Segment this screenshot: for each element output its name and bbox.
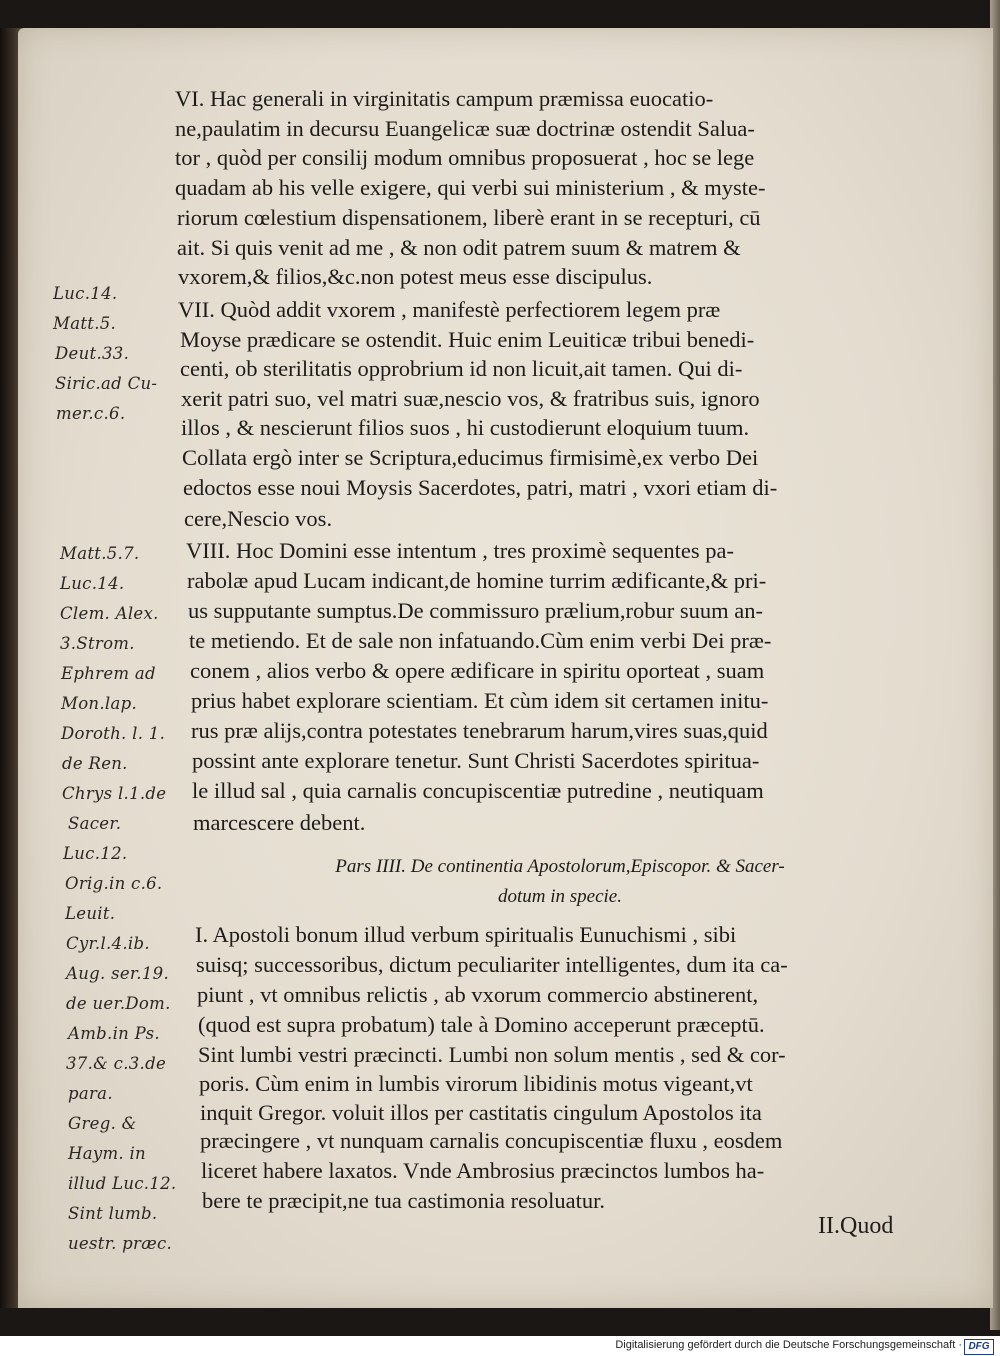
margin-note: para. — [68, 1084, 113, 1103]
margin-note: Matt.5.7. — [60, 544, 140, 563]
body-line: riorum cœlestium dispensationem, liberè erant in se recepturi, cū — [177, 205, 761, 230]
margin-note: Sacer. — [68, 814, 122, 833]
body-line: bere te præcipit,ne tua castimonia resoluatur. — [202, 1188, 605, 1213]
margin-note: Cyr.l.4.ib. — [66, 934, 150, 953]
body-line: te metiendo. Et de sale non infatuando.Cùm enim verbi Dei præ- — [189, 628, 772, 653]
body-line: Sint lumbi vestri præcincti. Lumbi non solum mentis , sed & cor- — [198, 1042, 786, 1067]
body-line: ne,paulatim in decursu Euangelicæ suæ doctrinæ ostendit Salua- — [175, 116, 755, 141]
margin-note: Clem. Alex. — [60, 604, 159, 623]
body-line: edoctos esse noui Moysis Sacerdotes, patri, matri , vxori etiam di- — [183, 475, 778, 500]
body-line: quadam ab his velle exigere, qui verbi sui ministerium , & myste- — [175, 175, 766, 200]
section-heading — [240, 852, 880, 912]
body-line: poris. Cùm enim in lumbis virorum libidinis motus vigeant,vt — [199, 1071, 753, 1096]
margin-note: Matt.5. — [53, 314, 117, 333]
body-line: vxorem,& filios,&c.non potest meus esse discipulus. — [178, 264, 653, 289]
body-line: VI. Hac generali in virginitatis campum præmissa euocatio- — [175, 86, 714, 111]
body-line: xerit patri suo, vel matri suæ,nescio vos, & fratribus suis, ignoro — [181, 386, 760, 411]
margin-note: Leuit. — [65, 904, 116, 923]
body-line: ait. Si quis venit ad me , & non odit patrem suum & matrem & — [177, 235, 741, 260]
body-line: cere,Nescio vos. — [184, 506, 333, 531]
margin-note: de Ren. — [62, 754, 128, 773]
body-line: centi, ob sterilitatis opprobrium id non licuit,ait tamen. Qui di- — [180, 356, 743, 381]
margin-note: Haym. in — [68, 1144, 146, 1163]
body-line: marcescere debent. — [193, 810, 366, 835]
body-line: rus præ alijs,contra potestates tenebrarum harum,vires suas,quid — [191, 718, 768, 743]
margin-note: Luc.14. — [60, 574, 125, 593]
margin-note: Mon.lap. — [61, 694, 138, 713]
margin-note: Luc.12. — [63, 844, 128, 863]
body-line: liceret habere laxatos. Vnde Ambrosius præcinctos lumbos ha- — [201, 1158, 765, 1183]
margin-note: 37.& c.3.de — [66, 1054, 167, 1073]
heading-line: dotum in specie. — [497, 886, 622, 907]
body-line: possint ante explorare tenetur. Sunt Christi Sacerdotes spiritua- — [192, 748, 760, 773]
margin-note: Sint lumb. — [68, 1204, 158, 1223]
body-line: VII. Quòd addit vxorem , manifestè perfectiorem legem præ — [178, 297, 721, 322]
body-line: prius habet explorare scientiam. Et cùm idem sit certamen initu- — [191, 688, 769, 713]
margin-note: de uer.Dom. — [66, 994, 171, 1013]
body-line: Moyse prædicare se ostendit. Huic enim Leuiticæ tribui benedi- — [180, 327, 755, 352]
heading-line: Pars IIII. De continentia Apostolorum,Episcopor. & Sacer- — [335, 856, 785, 877]
margin-note: Siric.ad Cu- — [55, 374, 158, 393]
dfg-logo-icon[interactable]: DFG — [964, 1339, 994, 1355]
margin-note: Amb.in Ps. — [68, 1024, 160, 1043]
body-line: conem , alios verbo & opere ædificare in spiritu oporteat , suam — [190, 658, 765, 683]
body-line: piunt , vt omnibus relictis , ab vxorum commercio abstinerent, — [197, 982, 759, 1007]
body-line: le illud sal , quia carnalis concupiscentiæ putredine , neutiquam — [192, 778, 764, 803]
margin-note: Aug. ser.19. — [66, 964, 169, 983]
body-line: illos , & nescierunt filios suos , hi custodierunt eloquium tuum. — [181, 415, 750, 440]
body-line: Collata ergò inter se Scriptura,educimus firmisimè,ex verbo Dei — [182, 445, 759, 470]
footer-bar — [0, 1336, 1000, 1356]
body-line: tor , quòd per consilij modum omnibus proposuerat , hoc se lege — [175, 145, 755, 170]
margin-note: 3.Strom. — [60, 634, 135, 653]
margin-note: Chrys l.1.de — [62, 784, 167, 803]
margin-note: Deut.33. — [55, 344, 130, 363]
body-line: us supputante sumptus.De commissuro prælium,robur suum an- — [188, 598, 763, 623]
body-line: suisq; successoribus, dictum peculiariter intelligentes, dum ita ca- — [196, 952, 788, 977]
body-line: præcingere , vt nunquam carnalis concupiscentiæ fluxu , eosdem — [200, 1128, 783, 1153]
margin-note: illud Luc.12. — [68, 1174, 177, 1193]
margin-note: Doroth. l. 1. — [61, 724, 166, 743]
catchword: II.Quod — [818, 1213, 894, 1239]
margin-note: uestr. præc. — [68, 1234, 173, 1253]
margin-note: Greg. & — [68, 1114, 137, 1133]
body-line: rabolæ apud Lucam indicant,de homine turrim ædificante,& pri- — [187, 568, 767, 593]
body-line: I. Apostoli bonum illud verbum spiritualis Eunuchismi , sibi — [195, 922, 737, 947]
margin-note: mer.c.6. — [56, 404, 126, 423]
body-line: VIII. Hoc Domini esse intentum , tres proximè sequentes pa- — [186, 538, 734, 563]
margin-note: Orig.in c.6. — [65, 874, 163, 893]
body-line: inquit Gregor. voluit illos per castitatis cingulum Apostolos ita — [200, 1100, 762, 1125]
footer-credit: Digitalisierung gefördert durch die Deutsche Forschungsgemeinschaft · — [615, 1339, 962, 1351]
body-line: (quod est supra probatum) tale à Domino acceperunt præceptū. — [198, 1012, 765, 1037]
margin-note: Ephrem ad — [61, 664, 156, 683]
margin-note: Luc.14. — [53, 284, 118, 303]
